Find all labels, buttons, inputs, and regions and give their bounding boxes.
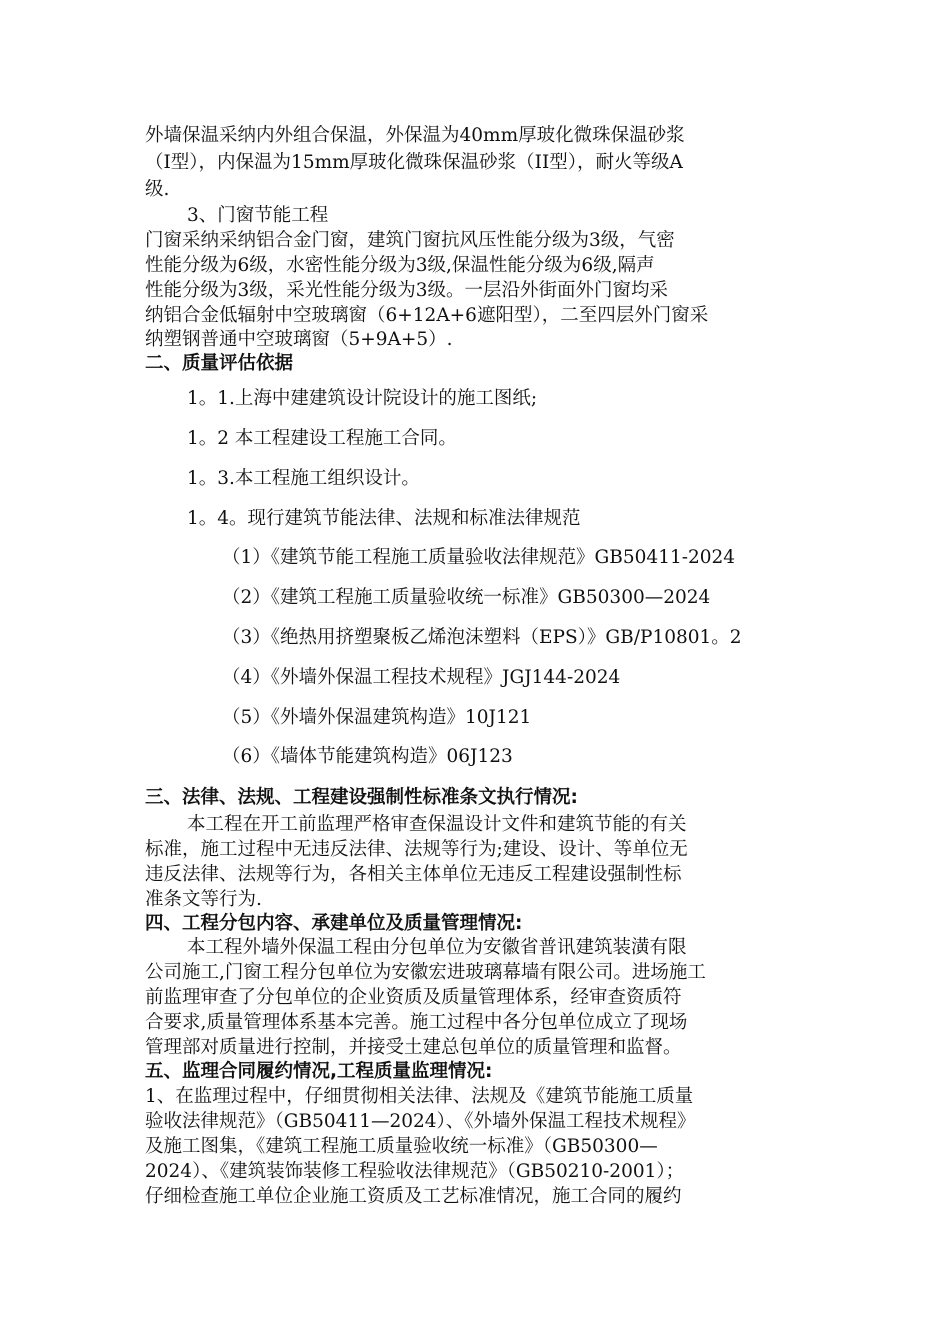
- list-item: 1。1.上海中建建筑设计院设计的施工图纸;: [187, 388, 538, 409]
- list-item: 1。4。现行建筑节能法律、法规和标准法律规范: [187, 508, 581, 529]
- paragraph-line: 准条文等行为.: [145, 889, 262, 910]
- standard-item: （3）《绝热用挤塑聚板乙烯泡沫塑料（EPS）》GB/P10801。2: [222, 627, 742, 648]
- paragraph-line: 级.: [145, 179, 170, 200]
- standard-item: （2）《建筑工程施工质量验收统一标准》GB50300—2024: [222, 587, 711, 608]
- paragraph-line: 违反法律、法规等行为，各相关主体单位无违反工程建设强制性标: [145, 864, 682, 885]
- paragraph-line: （I型），内保温为15mm厚玻化微珠保温砂浆（II型），耐火等级A: [145, 152, 683, 173]
- paragraph-line: 性能分级为3级，采光性能分级为3级。一层沿外街面外门窗均采: [145, 280, 669, 301]
- paragraph-line: 2024）、《建筑装饰装修工程验收法律规范》（GB50210-2001）；: [145, 1161, 685, 1182]
- standard-item: （5）《外墙外保温建筑构造》10J121: [222, 707, 532, 728]
- paragraph-line: 1、在监理过程中，仔细贯彻相关法律、法规及《建筑节能施工质量: [145, 1086, 694, 1107]
- paragraph-line: 公司施工,门窗工程分包单位为安徽宏进玻璃幕墙有限公司。进场施工: [145, 962, 706, 983]
- section-heading: 二、质量评估依据: [145, 353, 294, 374]
- standard-item: （6）《墙体节能建筑构造》06J123: [222, 746, 513, 767]
- paragraph-line: 本工程外墙外保温工程由分包单位为安徽省普讯建筑装潢有限: [187, 937, 687, 958]
- paragraph-line: 本工程在开工前监理严格审查保温设计文件和建筑节能的有关: [187, 814, 687, 835]
- paragraph-line: 标准，施工过程中无违反法律、法规等行为;建设、设计、等单位无: [145, 839, 688, 860]
- standard-item: （1）《建筑节能工程施工质量验收法律规范》GB50411-2024: [222, 547, 736, 568]
- paragraph-line: 验收法律规范》（GB50411—2024）、《外墙外保温工程技术规程》: [145, 1111, 696, 1132]
- paragraph-line: 纳铝合金低辐射中空玻璃窗（6+12A+6遮阳型），二至四层外门窗采: [145, 305, 709, 326]
- section-heading: 四、工程分包内容、承建单位及质量管理情况:: [145, 913, 523, 934]
- list-item: 1。3.本工程施工组织设计。: [187, 468, 420, 489]
- paragraph-line: 及施工图集，《建筑工程施工质量验收统一标准》（GB50300—: [145, 1136, 658, 1157]
- list-item: 1。2 本工程建设工程施工合同。: [187, 428, 457, 449]
- paragraph-line: 门窗采纳采纳铝合金门窗，建筑门窗抗风压性能分级为3级，气密: [145, 230, 675, 251]
- paragraph-line: 性能分级为6级，水密性能分级为3级,保温性能分级为6级,隔声: [145, 255, 655, 276]
- paragraph-line: 管理部对质量进行控制，并接受土建总包单位的质量管理和监督。: [145, 1037, 682, 1058]
- subsection-heading: 3、门窗节能工程: [187, 205, 329, 226]
- paragraph-line: 合要求,质量管理体系基本完善。施工过程中各分包单位成立了现场: [145, 1012, 688, 1033]
- paragraph-line: 纳塑钢普通中空玻璃窗（5+9A+5）.: [145, 329, 453, 350]
- section-heading: 五、监理合同履约情况,工程质量监理情况:: [145, 1061, 493, 1082]
- paragraph-line: 前监理审查了分包单位的企业资质及质量管理体系，经审查资质符: [145, 987, 682, 1008]
- section-heading: 三、法律、法规、工程建设强制性标准条文执行情况:: [145, 787, 578, 808]
- paragraph-line: 仔细检查施工单位企业施工资质及工艺标准情况，施工合同的履约: [145, 1186, 682, 1207]
- standard-item: （4）《外墙外保温工程技术规程》JGJ144-2024: [222, 667, 621, 688]
- paragraph-line: 外墙保温采纳内外组合保温，外保温为40mm厚玻化微珠保温砂浆: [145, 125, 685, 146]
